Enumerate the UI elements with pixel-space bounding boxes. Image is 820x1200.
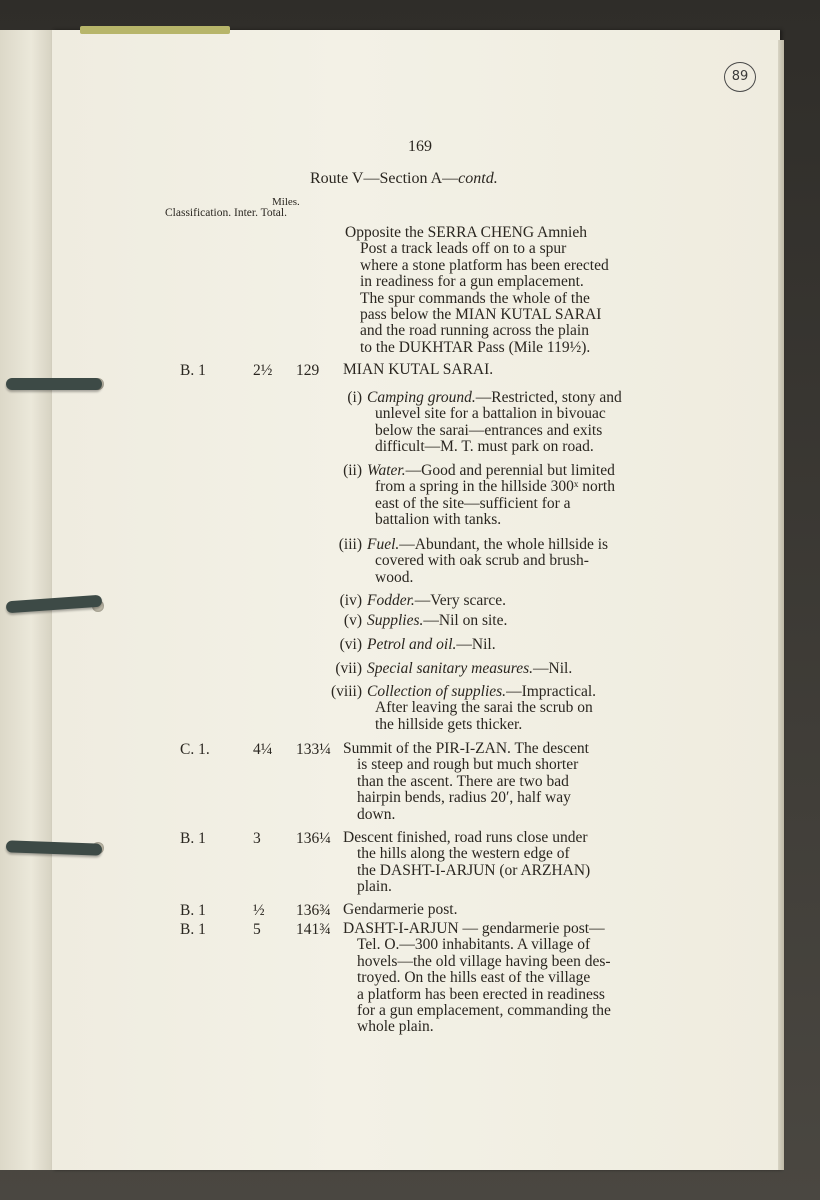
detail-number: (ii) (343, 462, 362, 479)
detail-number: (v) (343, 612, 362, 629)
total-miles-cell: 136¼ (296, 830, 331, 847)
inter-miles-cell: ½ (253, 902, 265, 919)
detail-line: the hillside gets thicker. (375, 715, 523, 733)
entry-pir-i-zan-line: than the ascent. There are two bad (357, 772, 569, 790)
detail-line: wood. (375, 568, 414, 586)
detail-line: unlevel site for a battalion in bivouac (375, 405, 606, 423)
entry-descent-finished-line: Descent finished, road runs close under (343, 829, 588, 846)
entry-pir-i-zan-line: down. (357, 805, 396, 823)
intro-line: and the road running across the plain (360, 322, 589, 340)
classification-cell: B. 1 (180, 921, 206, 938)
entry-dasht-i-arjun-line: hovels—the old village having been des- (357, 952, 611, 970)
detail-line: east of the site—sufficient for a (375, 494, 571, 512)
classification-cell: B. 1 (180, 362, 206, 379)
entry-descent-finished-line: the hills along the western edge of (357, 845, 570, 863)
intro-line: Post a track leads off on to a spur (360, 240, 567, 258)
detail-label: Camping ground. (367, 389, 476, 406)
total-miles-cell: 133¼ (296, 741, 331, 758)
miles-column-label: Miles. (272, 196, 300, 208)
detail-label: Special sanitary measures. (367, 660, 534, 677)
detail-text: —Good and perennial but limited (405, 462, 615, 479)
detail-first-line (367, 390, 622, 406)
total-miles-cell: 129 (296, 362, 320, 379)
detail-number: (vi) (339, 636, 362, 653)
entry-gendarmerie-post-line: Gendarmerie post. (343, 901, 458, 918)
entry-dasht-i-arjun-line: for a gun emplacement, commanding the (357, 1002, 611, 1019)
column-headers: Classification. Inter. Total. (165, 207, 287, 219)
entry-pir-i-zan-line: Summit of the PIR-I-ZAN. The descent (343, 740, 589, 757)
detail-text: —Abundant, the whole hillside is (399, 536, 609, 553)
classification-cell: B. 1 (180, 830, 206, 847)
entry-dasht-i-arjun-line: Tel. O.—300 inhabitants. A village of (357, 936, 591, 954)
page-stack-edge (778, 40, 784, 1170)
detail-number: (i) (347, 389, 362, 406)
route-title-main: Route V—Section A— (310, 170, 459, 187)
detail-line: from a spring in the hillside 300ˣ north (375, 478, 615, 496)
detail-first-line (367, 463, 615, 479)
inter-miles-cell: 4¼ (253, 741, 273, 758)
entry-descent-finished-line: plain. (357, 878, 392, 896)
detail-line: difficult—M. T. must park on road. (375, 438, 594, 456)
intro-line: Opposite the SERRA CHENG Amnieh (345, 224, 587, 241)
detail-number: (vii) (335, 660, 362, 677)
detail-label: Fodder. (367, 592, 415, 609)
inter-miles-cell: 5 (253, 921, 261, 938)
entry-dasht-i-arjun-line: a platform has been erected in readiness (357, 985, 605, 1003)
intro-line: to the DUKHTAR Pass (Mile 119½). (360, 338, 591, 356)
detail-text: —Very scarce. (414, 592, 507, 609)
detail-text: —Nil on site. (423, 612, 508, 629)
entry-dasht-i-arjun-line: troyed. On the hills east of the village (357, 969, 591, 987)
total-miles-cell: 141¾ (296, 921, 331, 938)
route-title-contd: contd. (458, 170, 498, 187)
detail-label: Supplies. (367, 612, 424, 629)
detail-label: Water. (367, 462, 406, 479)
detail-label: Collection of supplies. (367, 683, 507, 700)
binding-tape (80, 26, 230, 34)
detail-line: After leaving the sarai the scrub on (375, 699, 593, 717)
detail-label: Petrol and oil. (367, 636, 457, 653)
route-title (310, 170, 498, 188)
detail-first-line (367, 637, 496, 653)
detail-line: covered with oak scrub and brush- (375, 552, 589, 570)
detail-first-line (367, 537, 608, 553)
detail-text: —Nil. (533, 660, 573, 677)
detail-number: (iii) (338, 536, 362, 553)
page-number: 169 (408, 138, 432, 155)
detail-text: —Impractical. (506, 683, 597, 700)
intro-line: in readiness for a gun emplacement. (360, 273, 584, 291)
detail-line: below the sarai—entrances and exits (375, 421, 603, 439)
detail-text: —Restricted, stony and (475, 389, 622, 406)
detail-first-line (367, 613, 507, 629)
detail-number: (iv) (339, 592, 362, 609)
intro-line: The spur commands the whole of the (360, 289, 590, 307)
entry-dasht-i-arjun-line: DASHT-I-ARJUN — gendarmerie post— (343, 920, 605, 937)
classification-cell: B. 1 (180, 902, 206, 919)
entry-pir-i-zan-line: is steep and rough but much shorter (357, 756, 579, 774)
inter-miles-cell: 3 (253, 830, 261, 847)
total-miles-cell: 136¾ (296, 902, 331, 919)
entry-descent-finished-line: the DASHT-I-ARJUN (or ARZHAN) (357, 861, 591, 879)
detail-label: Fuel. (367, 536, 400, 553)
entry-dasht-i-arjun-line: whole plain. (357, 1018, 434, 1036)
detail-text: —Nil. (456, 636, 496, 653)
binding-string (6, 378, 102, 390)
detail-line: battalion with tanks. (375, 511, 502, 529)
intro-line: pass below the MIAN KUTAL SARAI (360, 306, 602, 323)
detail-first-line (367, 661, 572, 677)
entry-pir-i-zan-line: hairpin bends, radius 20′, half way (357, 789, 571, 807)
detail-first-line (367, 684, 596, 700)
inter-miles-cell: 2½ (253, 362, 273, 379)
classification-cell: C. 1. (180, 741, 210, 758)
detail-first-line (367, 593, 506, 609)
folio-reference-mark: 89 (724, 62, 756, 92)
intro-line: where a stone platform has been erected (360, 256, 609, 274)
entry-mian-kutal-sarai-line: MIAN KUTAL SARAI. (343, 361, 494, 378)
detail-number: (viii) (331, 683, 362, 700)
